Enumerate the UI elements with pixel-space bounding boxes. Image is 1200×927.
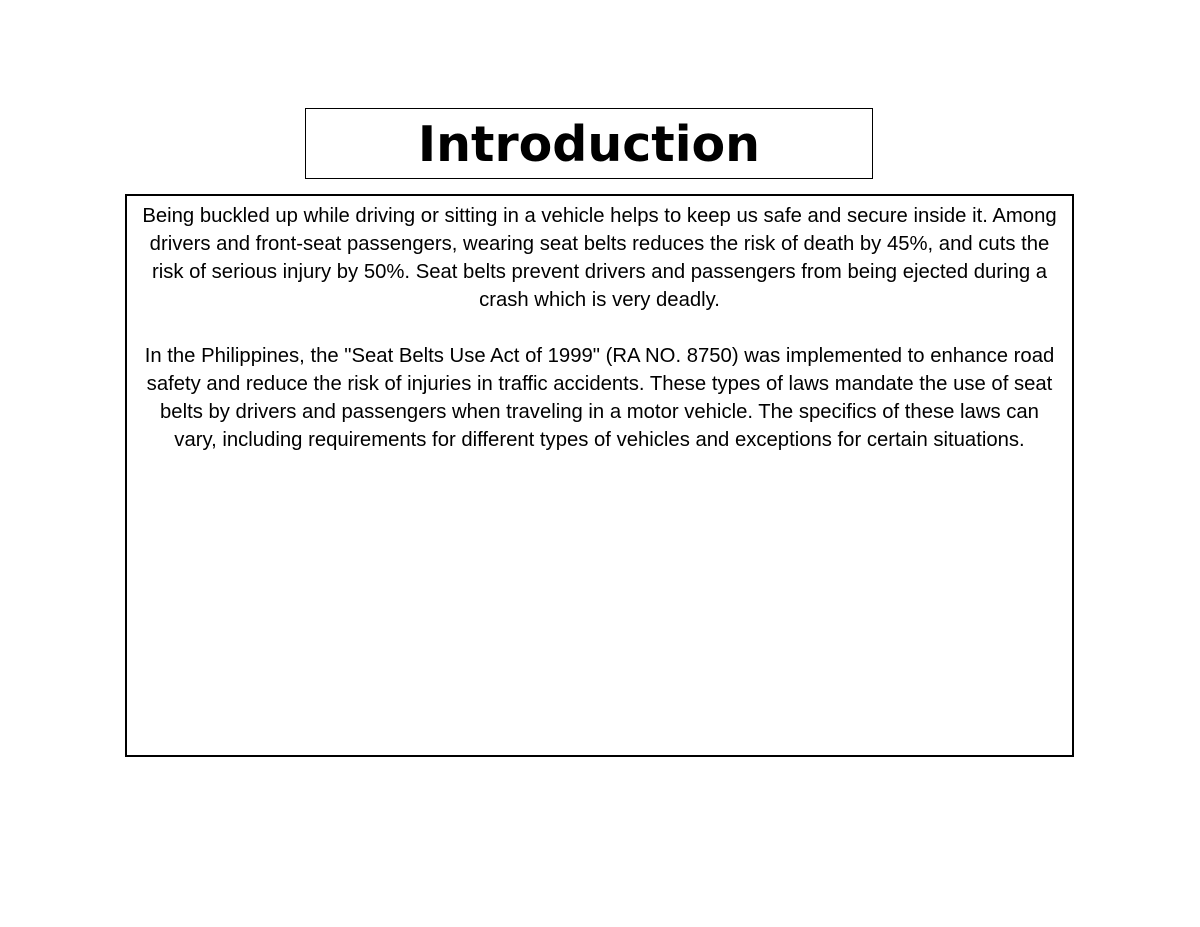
intro-paragraph-2: In the Philippines, the "Seat Belts Use Act of 1999" (RA NO. 8750) was implemented to enhance road safety and reduce the risk of injuries in traffic accidents. These types of laws mandate the use of seat belts by drivers and passengers when traveling in a motor vehicle. The specifics of these laws can vary, including requirements for different types of vehicles and exceptions for certain situations.	[144, 345, 1055, 451]
content-box	[125, 194, 1074, 757]
intro-paragraph-1: Being buckled up while driving or sitting in a vehicle helps to keep us safe and secure inside it. Among drivers and front-seat passengers, wearing seat belts reduces the risk of death by 45%, and cuts the risk of serious injury by 50%. Seat belts prevent drivers and passengers from being ejected during a crash which is very deadly.	[142, 205, 1057, 311]
title-box	[305, 108, 873, 179]
page-title: Introduction	[417, 116, 761, 173]
